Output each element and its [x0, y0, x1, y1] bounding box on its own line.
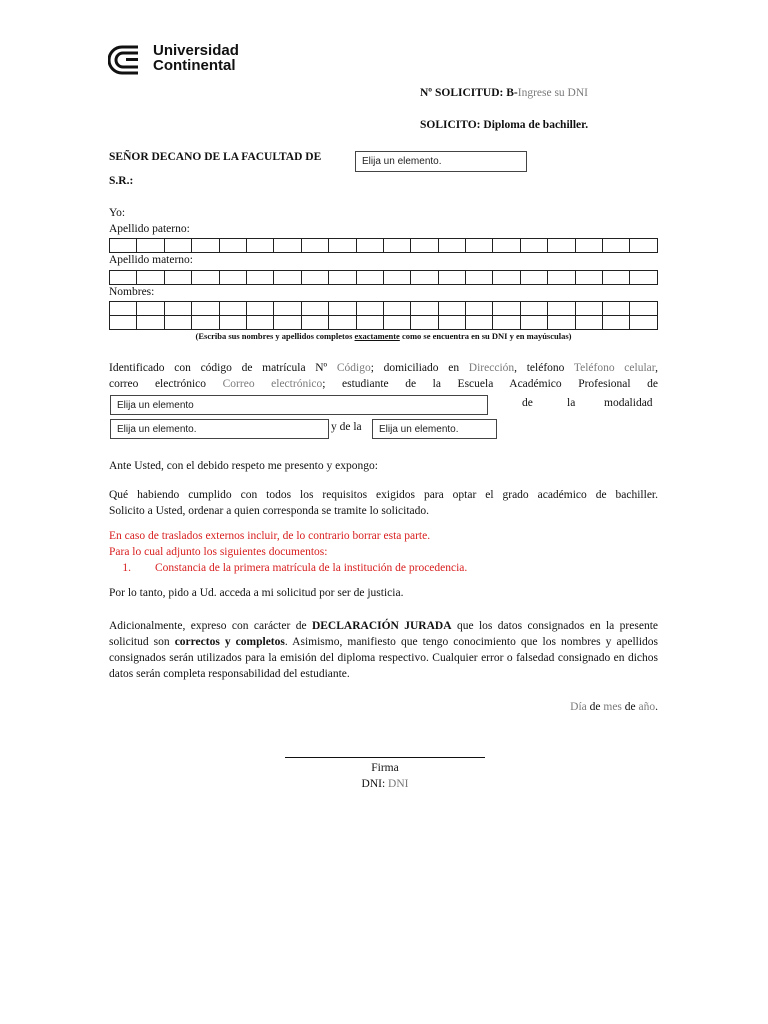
direccion-field[interactable]: Dirección	[468, 362, 515, 374]
id-text-4: ,	[655, 362, 658, 374]
solicito-label: SOLICITO:	[420, 119, 481, 131]
letter-box[interactable]	[329, 271, 356, 285]
letter-box[interactable]	[466, 271, 493, 285]
letter-box[interactable]	[329, 302, 356, 316]
letter-box[interactable]	[219, 239, 246, 253]
id-text-3: , teléfono	[514, 362, 574, 374]
letter-box[interactable]	[192, 239, 219, 253]
letter-box[interactable]	[438, 239, 465, 253]
letter-box[interactable]	[246, 302, 273, 316]
letter-box[interactable]	[246, 316, 273, 330]
instruction-pre: (Escriba sus nombres y apellidos completos	[195, 331, 355, 341]
dni-label: DNI:	[361, 778, 386, 790]
apellido-materno-grid[interactable]	[109, 270, 658, 285]
traslado-line-2: Para lo cual adjunto los siguientes documentos:	[109, 546, 328, 558]
anio-field[interactable]: año	[638, 701, 656, 713]
letter-box[interactable]	[603, 239, 630, 253]
letter-box[interactable]	[329, 316, 356, 330]
letter-box[interactable]	[411, 271, 438, 285]
letter-box[interactable]	[356, 271, 383, 285]
letter-box[interactable]	[219, 271, 246, 285]
letter-box[interactable]	[630, 316, 658, 330]
signature-dni	[285, 776, 485, 792]
letter-box[interactable]	[110, 316, 137, 330]
letter-box[interactable]	[164, 316, 191, 330]
solicito-value: Diploma de bachiller.	[483, 119, 589, 131]
logo-line-2: Continental	[153, 57, 236, 74]
letter-box[interactable]	[466, 302, 493, 316]
codigo-field[interactable]: Código	[336, 362, 371, 374]
correo-field[interactable]: Correo electrónico	[222, 378, 323, 390]
request-line-2: Solicito a Usted, ordenar a quien corresponda se tramite lo solicitado.	[109, 505, 429, 517]
letter-box[interactable]	[383, 316, 410, 330]
letter-box[interactable]	[411, 302, 438, 316]
de-word: de	[522, 397, 533, 409]
letter-box[interactable]	[548, 302, 575, 316]
letter-box[interactable]	[356, 316, 383, 330]
dni-input-placeholder[interactable]: Ingrese su DNI	[517, 87, 588, 99]
decl-text-3: . Asimismo, manifiesto que tengo conocimiento que los nombres y apellidos consignados serán utilizados para la emisión del diploma respectivo. Cualquier error o falsedad consignado en dichos datos serán completa responsabilidad del estudiante.	[109, 636, 659, 680]
date-de-1: de	[589, 701, 601, 713]
addressee-line: SEÑOR DECANO DE LA FACULTAD DE	[109, 151, 322, 163]
escuela-dropdown[interactable]: Elija un elemento	[110, 395, 488, 415]
decl-text-2: que los datos consignados en la presente solicitud son	[109, 620, 658, 648]
letter-box[interactable]	[246, 239, 273, 253]
letter-box[interactable]	[219, 316, 246, 330]
letter-box[interactable]	[301, 271, 328, 285]
letter-box[interactable]	[383, 271, 410, 285]
logo-line-1: Universidad	[153, 42, 239, 59]
identification-line-2	[109, 376, 658, 392]
letter-box[interactable]	[603, 302, 630, 316]
apellido-materno-label: Apellido materno:	[109, 254, 193, 266]
letter-box[interactable]	[438, 271, 465, 285]
apellido-paterno-label: Apellido paterno:	[109, 223, 190, 235]
date-line	[570, 699, 658, 715]
letter-box[interactable]	[192, 271, 219, 285]
letter-box[interactable]	[137, 239, 164, 253]
id-text-5: correo electrónico	[109, 378, 207, 390]
letter-box[interactable]	[548, 239, 575, 253]
dia-field[interactable]: Día	[570, 701, 587, 713]
names-instruction	[109, 331, 658, 341]
modalidad-word: modalidad	[604, 397, 653, 409]
id-text-6: ; estudiante de la Escuela Académico Profesional de	[322, 378, 659, 390]
instruction-emphasis: exactamente	[354, 331, 400, 341]
firma-label: Firma	[371, 762, 399, 774]
letter-box[interactable]	[192, 302, 219, 316]
university-logo-text	[153, 43, 239, 73]
letter-box[interactable]	[383, 239, 410, 253]
la-word: la	[567, 397, 576, 409]
nombres-grid[interactable]	[109, 301, 658, 330]
instruction-post: como se encuentra en su DNI y en mayúsculas)	[399, 331, 572, 341]
date-de-2: de	[624, 701, 636, 713]
request-paragraph	[109, 487, 658, 519]
letter-box[interactable]	[520, 239, 547, 253]
letter-box[interactable]	[520, 302, 547, 316]
letter-box[interactable]	[411, 239, 438, 253]
letter-box[interactable]	[466, 239, 493, 253]
letter-box[interactable]	[110, 239, 137, 253]
traslado-list-item	[109, 560, 658, 576]
letter-box[interactable]	[493, 302, 520, 316]
letter-box[interactable]	[274, 239, 301, 253]
facultad-dropdown[interactable]: Elija un elemento.	[355, 151, 527, 172]
sede-dropdown[interactable]: Elija un elemento.	[372, 419, 497, 439]
letter-box[interactable]	[520, 271, 547, 285]
letter-box[interactable]	[630, 302, 658, 316]
letter-box[interactable]	[301, 302, 328, 316]
letter-box[interactable]	[603, 271, 630, 285]
university-logo-icon	[108, 44, 148, 76]
request-line-1: Qué habiendo cumplido con todos los requisitos exigidos para optar el grado académico de bachiller.	[109, 489, 658, 501]
letter-box[interactable]	[110, 271, 137, 285]
letter-box[interactable]	[274, 316, 301, 330]
list-item-text: Constancia de la primera matrícula de la institución de procedencia.	[155, 562, 468, 574]
ante-usted-text: Ante Usted, con el debido respeto me presento y expongo:	[109, 460, 378, 472]
letter-box[interactable]	[246, 271, 273, 285]
id-text-1: Identificado con código de matrícula Nº	[109, 362, 337, 374]
letter-box[interactable]	[575, 316, 602, 330]
signature-line	[285, 757, 485, 758]
letter-box[interactable]	[274, 271, 301, 285]
list-number: 1.	[122, 562, 131, 574]
letter-box[interactable]	[630, 239, 658, 253]
letter-box[interactable]	[164, 271, 191, 285]
letter-box[interactable]	[164, 239, 191, 253]
yo-label: Yo:	[109, 207, 126, 219]
letter-box[interactable]	[575, 271, 602, 285]
nombres-label: Nombres:	[109, 286, 155, 298]
decl-bold-2: correctos y completos	[174, 636, 285, 648]
letter-box[interactable]	[274, 302, 301, 316]
modalidad-dropdown[interactable]: Elija un elemento.	[110, 419, 329, 439]
sr-label: S.R.:	[109, 175, 134, 187]
solicitud-label: Nº SOLICITUD:	[420, 87, 504, 99]
por-lo-tanto-text: Por lo tanto, pido a Ud. acceda a mi solicitud por ser de justicia.	[109, 587, 404, 599]
mes-field[interactable]: mes	[603, 701, 622, 713]
letter-box[interactable]	[383, 302, 410, 316]
letter-box[interactable]	[110, 302, 137, 316]
letter-box[interactable]	[356, 239, 383, 253]
dni-field[interactable]: DNI	[388, 778, 409, 790]
identification-line-1	[109, 360, 658, 376]
decl-bold-1: DECLARACIÓN JURADA	[311, 620, 452, 632]
letter-box[interactable]	[164, 302, 191, 316]
letter-box[interactable]	[575, 239, 602, 253]
traslado-note	[109, 528, 658, 576]
solicitud-prefix: B-	[506, 87, 518, 99]
letter-box[interactable]	[493, 239, 520, 253]
solicitud-number	[420, 87, 588, 99]
traslado-line-1: En caso de traslados externos incluir, de lo contrario borrar esta parte.	[109, 530, 431, 542]
letter-box[interactable]	[520, 316, 547, 330]
letter-box[interactable]	[493, 271, 520, 285]
letter-box[interactable]	[329, 239, 356, 253]
apellido-paterno-grid[interactable]	[109, 238, 658, 253]
letter-box[interactable]	[438, 316, 465, 330]
letter-box[interactable]	[548, 271, 575, 285]
declaracion-paragraph	[109, 618, 658, 682]
letter-box[interactable]	[137, 316, 164, 330]
date-dot: .	[655, 701, 658, 713]
letter-box[interactable]	[192, 316, 219, 330]
letter-box[interactable]	[219, 302, 246, 316]
letter-box[interactable]	[603, 316, 630, 330]
letter-box[interactable]	[548, 316, 575, 330]
solicito-line	[420, 119, 588, 131]
id-text-2: ; domiciliado en	[370, 362, 469, 374]
letter-box[interactable]	[493, 316, 520, 330]
letter-box[interactable]	[438, 302, 465, 316]
letter-box[interactable]	[630, 271, 658, 285]
letter-box[interactable]	[137, 271, 164, 285]
letter-box[interactable]	[301, 239, 328, 253]
y-de-la-text: y de la	[331, 421, 362, 433]
letter-box[interactable]	[301, 316, 328, 330]
letter-box[interactable]	[575, 302, 602, 316]
letter-box[interactable]	[356, 302, 383, 316]
letter-box[interactable]	[466, 316, 493, 330]
letter-box[interactable]	[137, 302, 164, 316]
decl-text-1: Adicionalmente, expreso con carácter de	[109, 620, 312, 632]
letter-box[interactable]	[411, 316, 438, 330]
telefono-field[interactable]: Teléfono celular	[573, 362, 656, 374]
